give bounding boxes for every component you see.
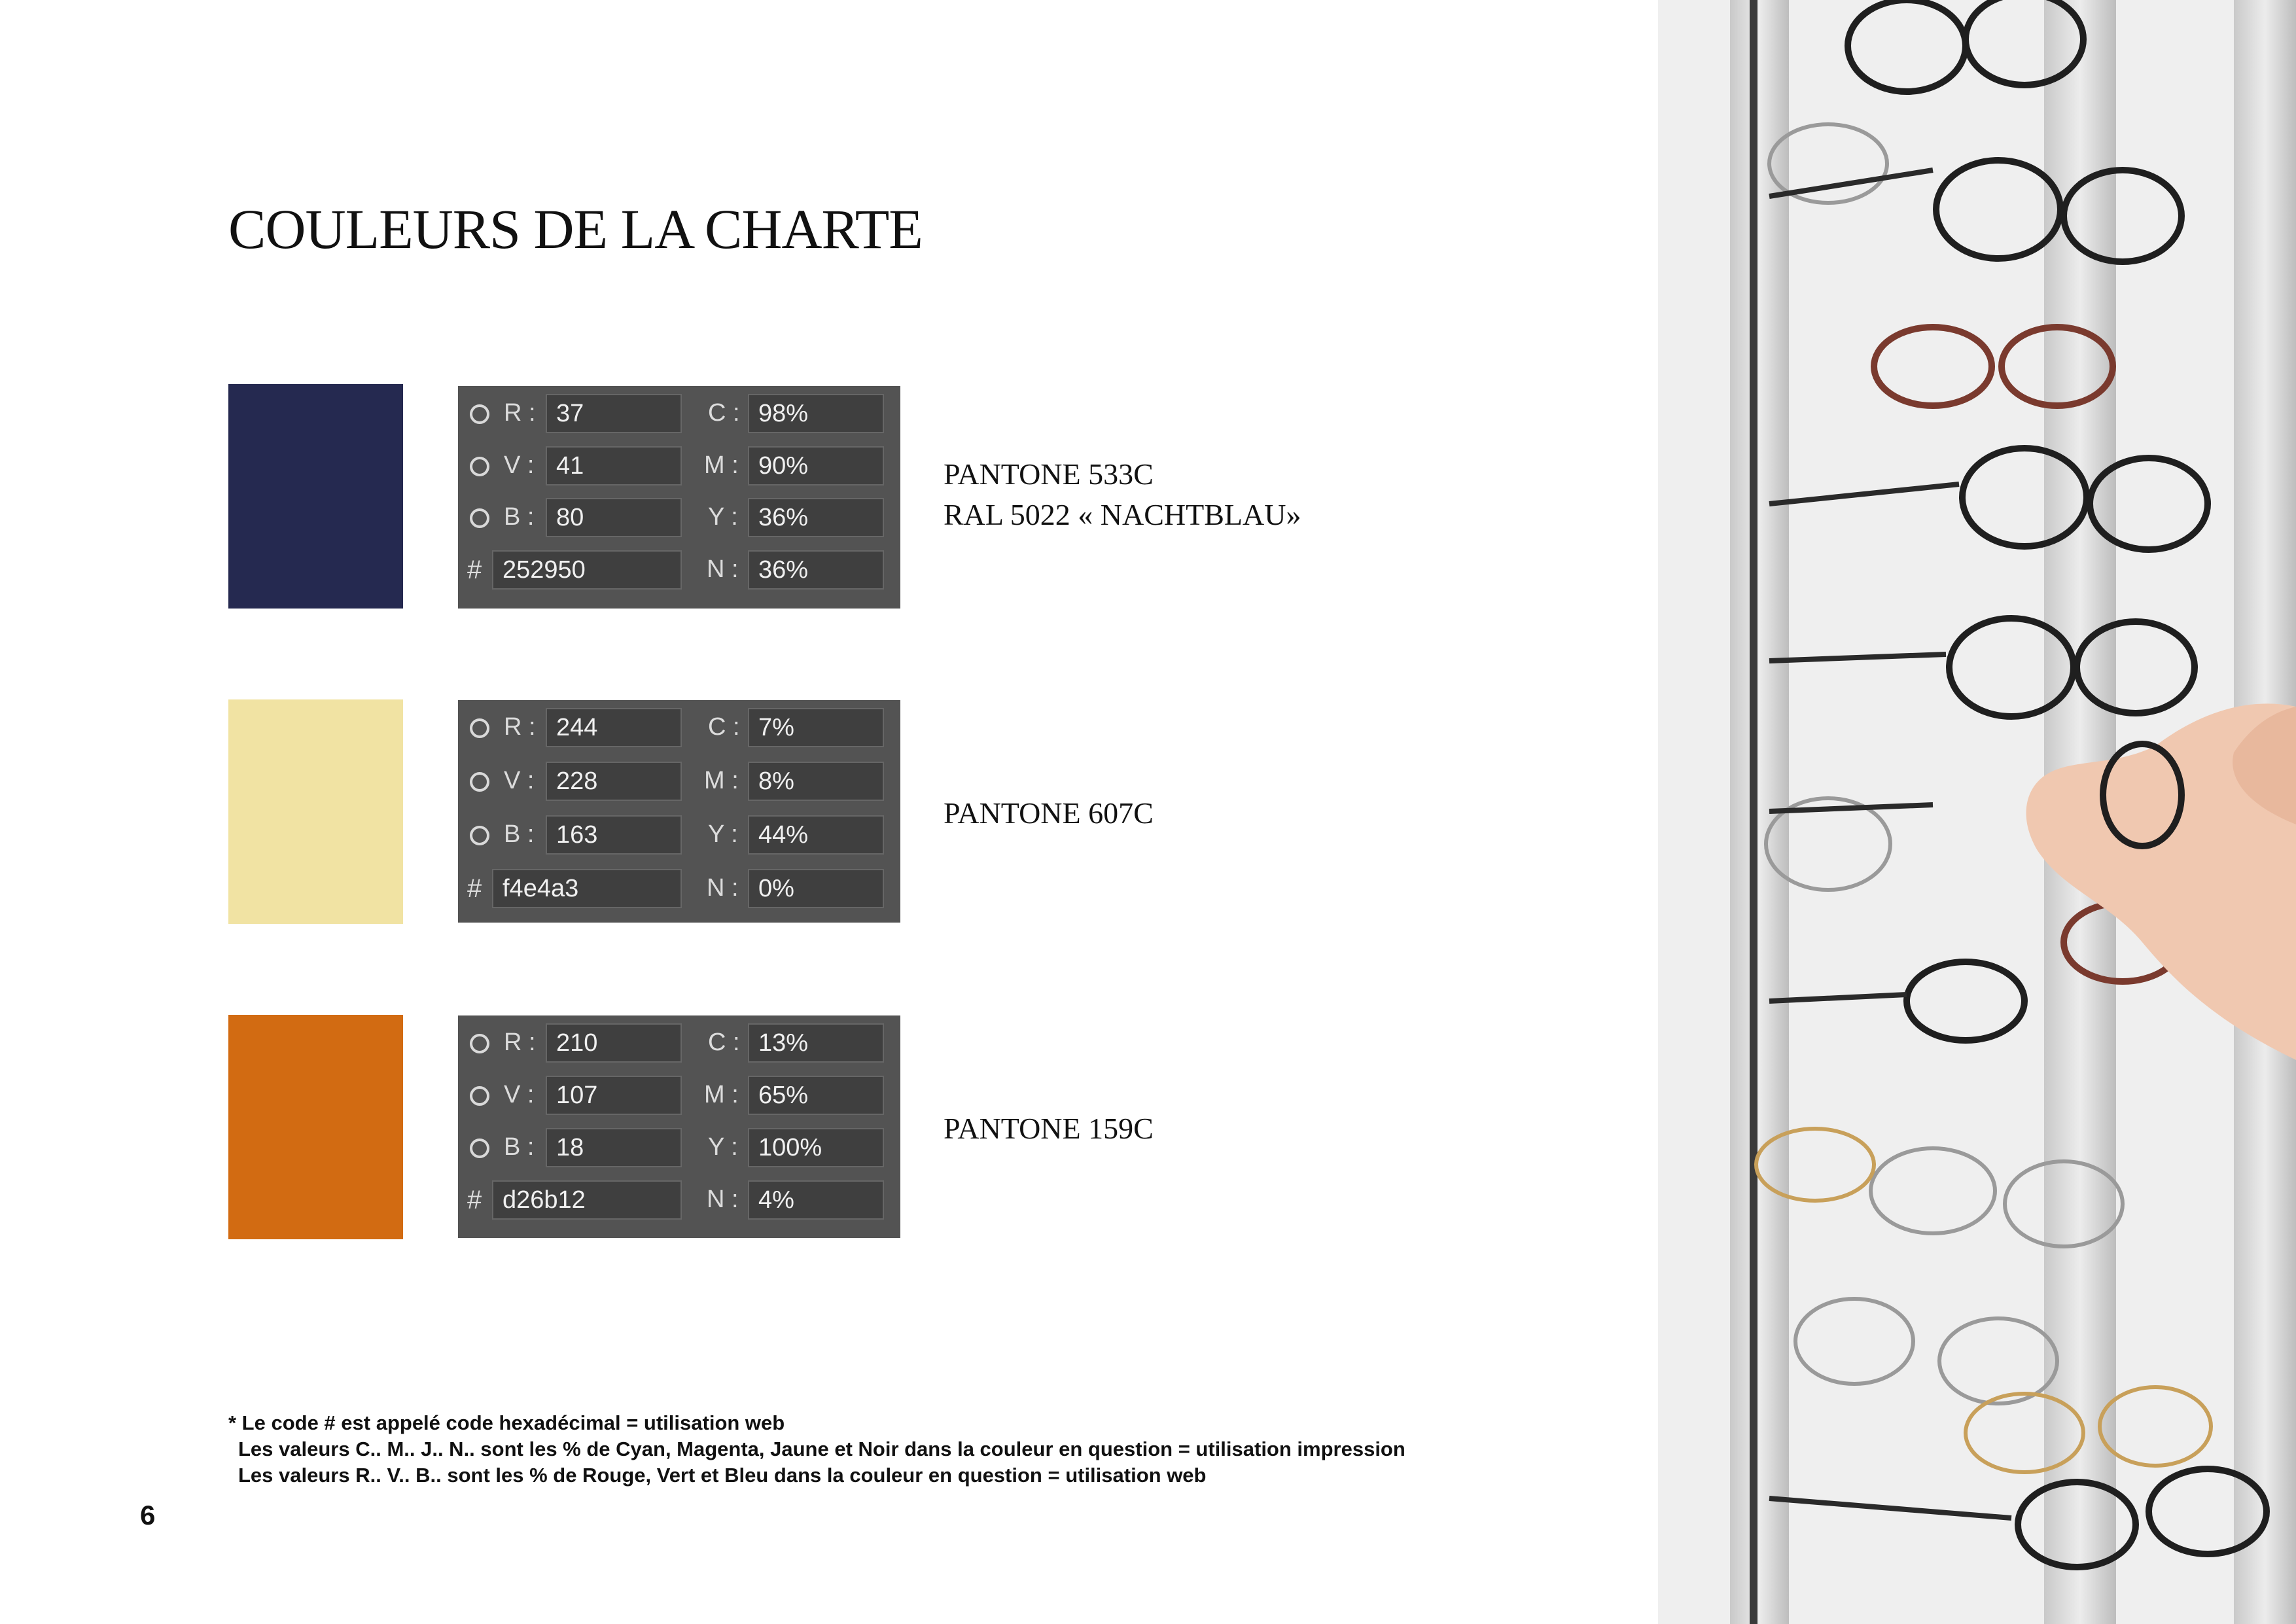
label-n: N :: [707, 874, 739, 902]
field-r[interactable]: 210: [546, 1023, 682, 1063]
page-number: 6: [140, 1500, 156, 1530]
label-hash: #: [467, 874, 482, 903]
field-m[interactable]: 8%: [748, 762, 884, 801]
radio-v[interactable]: [470, 457, 489, 476]
label-n: N :: [707, 556, 739, 583]
pantone-label-orange: [944, 1108, 1154, 1149]
radio-b[interactable]: [470, 508, 489, 528]
pantone-label-navy: [944, 454, 1301, 535]
field-hex[interactable]: 252950: [492, 550, 682, 590]
color-swatch-orange: [228, 1015, 403, 1239]
radio-v[interactable]: [470, 772, 489, 792]
footnote-cmjn: Les valeurs C.. M.. J.. N.. sont les % de Cyan, Magenta, Jaune et Noir dans la couleur en question = utilisation impression: [238, 1438, 1405, 1460]
color-values-panel-yellow: [458, 700, 900, 923]
radio-r[interactable]: [470, 404, 489, 424]
color-values-panel-navy: [458, 386, 900, 609]
label-b: B :: [504, 503, 535, 531]
label-r: R :: [504, 1029, 536, 1056]
color-swatch-yellow: [228, 699, 403, 924]
field-v[interactable]: 228: [546, 762, 682, 801]
radio-b[interactable]: [470, 1139, 489, 1158]
footnote-rvb: Les valeurs R.. V.. B.. sont les % de Rouge, Vert et Bleu dans la couleur en question = utilisation web: [238, 1464, 1207, 1487]
field-y[interactable]: 44%: [748, 815, 884, 855]
field-b[interactable]: 80: [546, 498, 682, 537]
field-n[interactable]: 4%: [748, 1180, 884, 1220]
field-b[interactable]: 163: [546, 815, 682, 855]
pantone-code: PANTONE 159C: [944, 1112, 1154, 1145]
label-y: Y :: [708, 1133, 738, 1161]
label-m: M :: [704, 767, 739, 794]
label-b: B :: [504, 821, 535, 848]
label-n: N :: [707, 1186, 739, 1213]
field-v[interactable]: 107: [546, 1076, 682, 1115]
color-swatch-navy: [228, 384, 403, 609]
label-v: V :: [504, 451, 535, 479]
label-b: B :: [504, 1133, 535, 1161]
field-r[interactable]: 244: [546, 708, 682, 747]
label-v: V :: [504, 1081, 535, 1108]
field-m[interactable]: 90%: [748, 446, 884, 485]
label-v: V :: [504, 767, 535, 794]
page-title: COULEURS DE LA CHARTE: [228, 198, 923, 260]
label-c: C :: [708, 1029, 740, 1056]
label-y: Y :: [708, 503, 738, 531]
field-r[interactable]: 37: [546, 394, 682, 433]
field-c[interactable]: 7%: [748, 708, 884, 747]
pantone-code: PANTONE 533C: [944, 457, 1154, 491]
label-hash: #: [467, 556, 482, 584]
field-n[interactable]: 36%: [748, 550, 884, 590]
ral-code: RAL 5022 « NACHTBLAU»: [944, 498, 1301, 531]
field-n[interactable]: 0%: [748, 869, 884, 908]
label-r: R :: [504, 399, 536, 427]
color-values-panel-orange: [458, 1015, 900, 1238]
eyeglasses-display-photo: [1658, 0, 2296, 1624]
footnotes: [228, 1410, 1405, 1489]
label-c: C :: [708, 399, 740, 427]
field-hex[interactable]: d26b12: [492, 1180, 682, 1220]
label-r: R :: [504, 713, 536, 741]
radio-r[interactable]: [470, 718, 489, 738]
field-v[interactable]: 41: [546, 446, 682, 485]
radio-b[interactable]: [470, 826, 489, 845]
label-hash: #: [467, 1186, 482, 1214]
label-m: M :: [704, 1081, 739, 1108]
radio-v[interactable]: [470, 1086, 489, 1106]
field-y[interactable]: 100%: [748, 1128, 884, 1167]
field-c[interactable]: 98%: [748, 394, 884, 433]
field-m[interactable]: 65%: [748, 1076, 884, 1115]
pantone-code: PANTONE 607C: [944, 796, 1154, 830]
field-y[interactable]: 36%: [748, 498, 884, 537]
label-c: C :: [708, 713, 740, 741]
radio-r[interactable]: [470, 1034, 489, 1053]
pantone-label-yellow: [944, 793, 1154, 834]
label-y: Y :: [708, 821, 738, 848]
field-hex[interactable]: f4e4a3: [492, 869, 682, 908]
footnote-hex: * Le code # est appelé code hexadécimal = utilisation web: [228, 1411, 785, 1434]
label-m: M :: [704, 451, 739, 479]
field-b[interactable]: 18: [546, 1128, 682, 1167]
field-c[interactable]: 13%: [748, 1023, 884, 1063]
